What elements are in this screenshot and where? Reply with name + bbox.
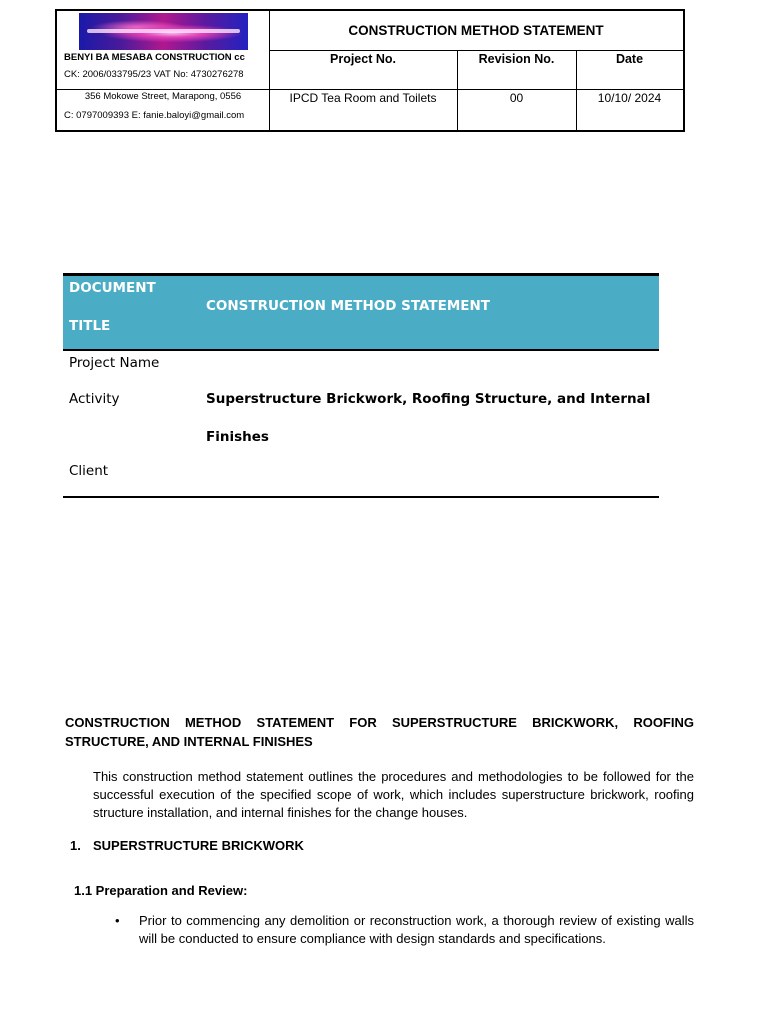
document-title-band <box>63 273 659 351</box>
company-logo <box>79 13 248 50</box>
company-registration: CK: 2006/033795/23 VAT No: 4730276278 <box>64 69 244 80</box>
section-1-heading <box>70 838 304 853</box>
revision-no-value: 00 <box>509 91 524 105</box>
date-header: Date <box>615 52 644 66</box>
project-no-header: Project No. <box>330 52 396 66</box>
bullet-icon: • <box>115 913 120 928</box>
title-label: TITLE <box>69 318 111 334</box>
document-title: CONSTRUCTION METHOD STATEMENT <box>206 298 491 314</box>
activity-value-line1: Superstructure Brickwork, Roofing Structure, and Internal <box>206 391 651 407</box>
activity-value-line2: Finishes <box>206 429 269 445</box>
bullet-text: Prior to commencing any demolition or reconstruction work, a thorough review of existing walls will be conducted to ensure compliance with design standards and specifications. <box>139 913 694 946</box>
company-address: 356 Mokowe Street, Marapong, 0556 <box>84 91 242 102</box>
date-value: 10/10/ 2024 <box>597 91 662 105</box>
header-table <box>55 9 685 132</box>
client-label: Client <box>69 463 109 479</box>
header-title: CONSTRUCTION METHOD STATEMENT <box>348 23 604 38</box>
list-item <box>115 912 694 948</box>
block-bottom-rule <box>63 496 659 498</box>
header-divider <box>269 50 683 51</box>
company-contact: C: 0797009393 E: fanie.baloyi@gmail.com <box>64 110 245 121</box>
project-no-value: IPCD Tea Room and Toilets <box>289 91 437 105</box>
section-1-number: 1. <box>70 838 81 853</box>
document-label: DOCUMENT <box>69 280 156 296</box>
document-info-block <box>63 273 659 479</box>
header-divider <box>57 89 683 90</box>
subsection-1-1-heading: 1.1 Preparation and Review: <box>74 883 248 898</box>
main-heading: CONSTRUCTION METHOD STATEMENT FOR SUPERSTRUCTURE BRICKWORK, ROOFING STRUCTURE, AND INTERNAL FINISHES <box>65 715 694 749</box>
company-name: BENYI BA MESABA CONSTRUCTION cc <box>64 52 245 63</box>
section-1-title: SUPERSTRUCTURE BRICKWORK <box>93 838 304 853</box>
project-name-label: Project Name <box>69 355 160 371</box>
revision-no-header: Revision No. <box>478 52 555 66</box>
activity-label: Activity <box>69 391 120 407</box>
intro-paragraph: This construction method statement outlines the procedures and methodologies to be followed for the successful execution of the specified scope of work, which includes superstructure brickwork, roofing structure installation, and internal finishes for the change houses. <box>93 769 694 820</box>
